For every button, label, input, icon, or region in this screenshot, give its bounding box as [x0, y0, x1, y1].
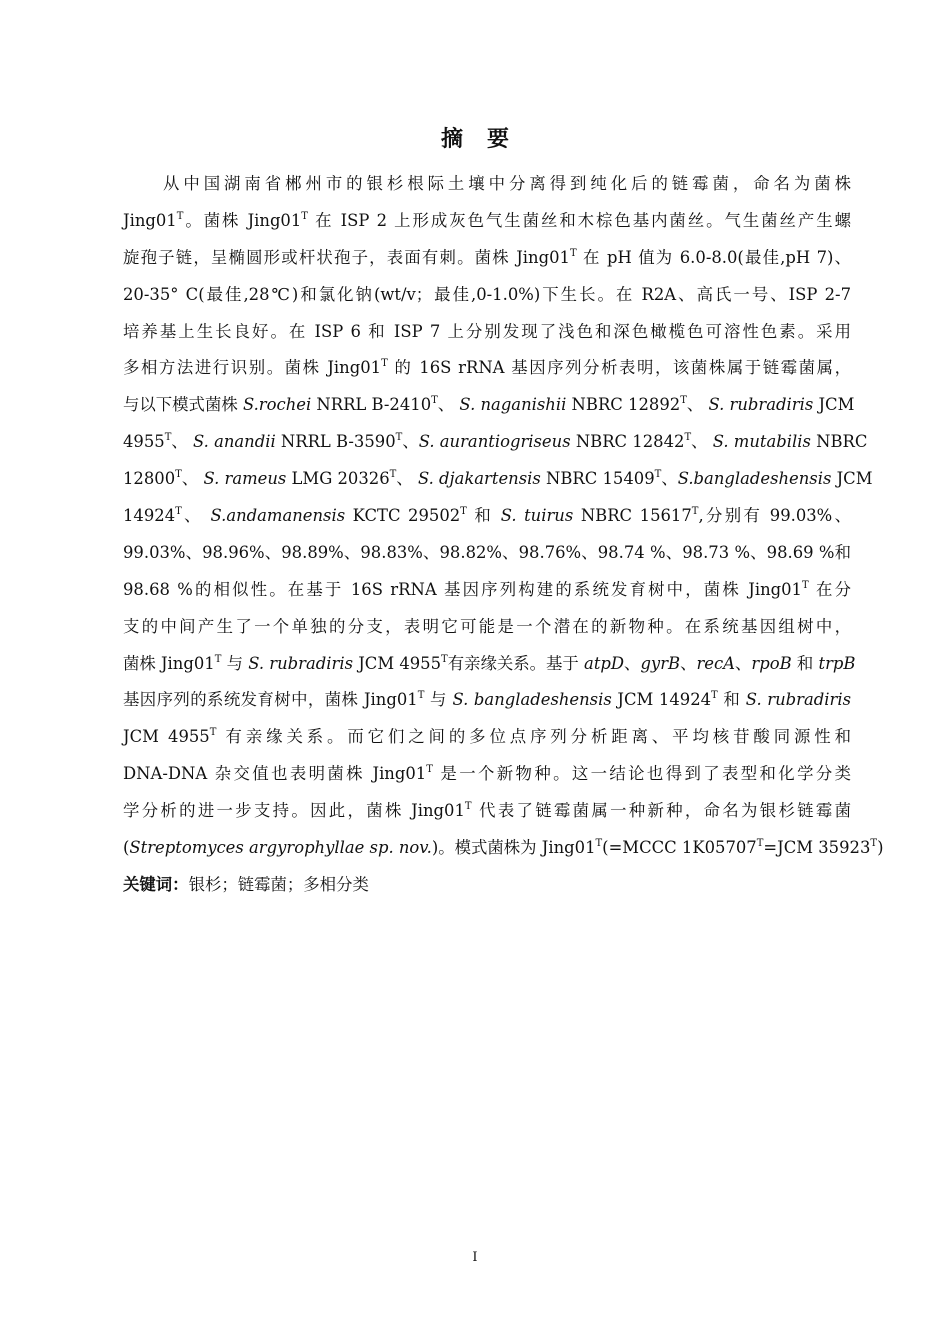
abstract-line: 基因序列的系统发育树中，菌株 $Jing01^T$ 与 S. bangladeshensis JCM $14924^T$ 和 S. rubradiris [123, 690, 851, 710]
page-number: I [472, 1250, 478, 1265]
keywords-line [123, 867, 851, 904]
abstract-line: $Jing01^T$。菌株 $Jing01^T$ 在 ISP 2 上形成灰色气生菌丝和木棕色基内菌丝。气生菌丝产生螺 [123, 210, 851, 230]
abstract-body [123, 166, 884, 904]
abstract-line: $12800^T$、 S. rameus LMG $20326^T$、 S. djakartensis NBRC $15409^T$、S.bangladeshensis JCM [123, 469, 873, 489]
title-char-2: 要 [487, 127, 510, 152]
abstract-line: 支的中间产生了一个单独的分支，表明它可能是一个潜在的新物种。在系统基因组树中， [123, 616, 851, 636]
abstract-title [0, 122, 950, 153]
abstract-line: $14924^T$、 S.andamanensis KCTC $29502^T$ 和 S. tuirus NBRC $15617^T$,分别有 99.03%、 [123, 506, 851, 526]
keywords-text: 银杉；链霉菌；多相分类 [188, 874, 369, 894]
title-char-1: 摘 [440, 127, 463, 152]
abstract-line: 多相方法进行识别。菌株 $Jing01^T$ 的 16S rRNA 基因序列分析表明，该菌株属于链霉菌属， [123, 358, 851, 378]
abstract-line: 旋孢子链，呈椭圆形或杆状孢子，表面有刺。菌株 $Jing01^T$ 在 pH 值为 6.0-8.0(最佳,pH 7)、 [123, 247, 851, 267]
abstract-line: 99.03%、98.96%、98.89%、98.83%、98.82%、98.76%、98.74 %、98.73 %、98.69 %和 [123, 542, 851, 562]
abstract-line: JCM $4955^T$ 有亲缘关系。而它们之间的多位点序列分析距离、平均核苷酸同源性和 [123, 727, 851, 747]
abstract-line: 培养基上生长良好。在 ISP 6 和 ISP 7 上分别发现了浅色和深色橄榄色可溶性色素。采用 [123, 321, 851, 341]
abstract-line: 20-35° C(最佳,28℃)和氯化钠(wt/v；最佳,0-1.0%)下生长。在 R2A、高氏一号、ISP 2-7 [123, 284, 851, 304]
abstract-line: 98.68 %的相似性。在基于 16S rRNA 基因序列构建的系统发育树中，菌株 $Jing01^T$ 在分 [123, 579, 851, 599]
keywords-label: 关键词： [123, 874, 189, 894]
abstract-line: 菌株 $Jing01^T$ 与 S. rubradiris JCM $4955^T$有亲缘关系。基于 atpD、gyrB、recA、rpoB 和 trpB [123, 653, 856, 673]
abstract-line: 学分析的进一步支持。因此，菌株 $Jing01^T$ 代表了链霉菌属一种新种，命名为银杉链霉菌 [123, 801, 851, 821]
abstract-line: DNA-DNA 杂交值也表明菌株 $Jing01^T$ 是一个新物种。这一结论也得到了表型和化学分类 [123, 764, 851, 784]
abstract-line: (Streptomyces argyrophyllae sp. nov.)。模式菌株为 $Jing01^T(=MCCC$ $1K05707^T=JCM$ $35923^T$) [123, 838, 884, 858]
abstract-line: 从中国湖南省郴州市的银杉根际土壤中分离得到纯化后的链霉菌，命名为菌株 [163, 174, 851, 193]
abstract-line: $4955^T$、 S. anandii NRRL $B-3590^T$、S. aurantiogriseus NBRC $12842^T$、 S. mutabilis NBRC [123, 432, 868, 452]
abstract-line: 与以下模式菌株 S.rochei NRRL $B-2410^T$、 S. naganishii NBRC $12892^T$、 S. rubradiris JCM [123, 395, 855, 415]
